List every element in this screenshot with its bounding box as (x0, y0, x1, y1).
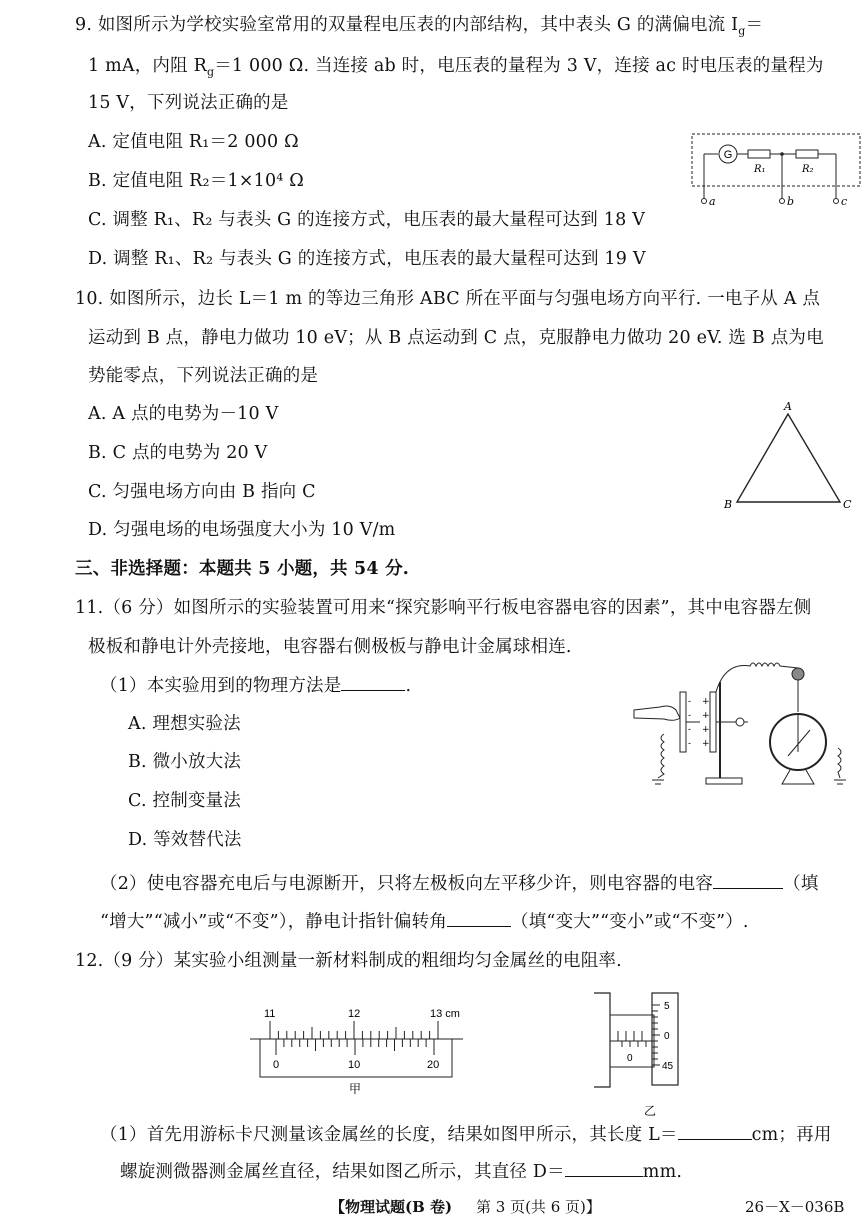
thimble-label-0: 0 (664, 1031, 670, 1042)
electrometer-ball (792, 668, 804, 680)
vernier-slider (260, 1039, 452, 1077)
svg-text:+: + (702, 725, 710, 735)
svg-text:-: - (688, 697, 692, 707)
q11-deflection-blank[interactable] (447, 910, 511, 927)
main-scale-ticks (270, 1021, 438, 1039)
resistor-r1 (748, 150, 770, 158)
svg-text:+: + (702, 697, 710, 707)
vertex-b-label: B (724, 498, 733, 511)
q11-part1-answer-blank[interactable] (341, 674, 405, 691)
r2-label: R₂ (802, 164, 814, 175)
q10-option-a[interactable]: A. A 点的电势为－10 V (88, 404, 279, 424)
q10-stem-line3: 势能零点，下列说法正确的是 (88, 366, 319, 386)
terminal-c: c (841, 195, 848, 208)
q11-option-c[interactable]: C. 控制变量法 (128, 791, 241, 811)
thimble-label-45: 45 (662, 1061, 674, 1072)
svg-text:+: + (702, 711, 710, 721)
voltmeter-circuit-figure (690, 130, 865, 210)
vernier-caliper-figure (248, 1005, 468, 1100)
q11-option-d[interactable]: D. 等效替代法 (128, 830, 242, 850)
q11-stem-line1: 11.（6 分）如图所示的实验装置可用来“探究影响平行板电容器电容的因素”，其中电容器左侧 (75, 598, 812, 618)
equilateral-triangle-figure (722, 400, 862, 510)
q9-stem-line2: 1 mA，内阻 $R_g=1$ 000 Ω. 当连接 ab 时，电压表的量程为 3 V，连接 ac 时电压表的量程为 (88, 56, 824, 79)
q12-stem: 12.（9 分）某实验小组测量一新材料制成的粗细均匀金属丝的电阻率. (75, 951, 622, 971)
q9-stem-line1: 9. 如图所示为学校实验室常用的双量程电压表的内部结构，其中表头 G 的满偏电流 $I_g=$ (75, 15, 764, 38)
vertex-c-label: C (843, 498, 852, 511)
q10-stem-line1: 10. 如图所示，边长 L＝1 m 的等边三角形 ABC 所在平面与匀强电场方向平行. 一电子从 A 点 (75, 289, 821, 309)
q12-part1-line2: 螺旋测微器测金属丝直径，结果如图乙所示，其直径 D＝ mm. (120, 1162, 683, 1182)
galvanometer-label: G (723, 149, 733, 161)
thimble-label-5: 5 (664, 1001, 670, 1012)
footer-title: 【物理试题(B 卷) (330, 1198, 453, 1216)
caliper-tick-12: 12 (348, 1008, 361, 1020)
footer-code: 26－X－036B (745, 1198, 845, 1216)
micrometer-figure (588, 985, 688, 1120)
q12-part1-line1: （1）首先用游标卡尺测量该金属丝的长度，结果如图甲所示，其长度 L＝ cm；再用 (100, 1125, 832, 1145)
coiled-wire (716, 663, 798, 692)
q9-option-c[interactable]: C. 调整 R₁、R₂ 与表头 G 的连接方式，电压表的最大量程可达到 18 V (88, 210, 646, 230)
q11-capacitance-blank[interactable] (713, 872, 783, 889)
left-plate (680, 692, 686, 752)
right-plate (710, 692, 716, 752)
q10-option-c[interactable]: C. 匀强电场方向由 B 指向 C (88, 482, 316, 502)
q9-stem-line3: 15 V，下列说法正确的是 (88, 93, 289, 113)
q9-option-a[interactable]: A. 定值电阻 R₁＝2 000 Ω (88, 132, 299, 152)
svg-text:-: - (688, 739, 692, 749)
hand-icon (634, 706, 680, 720)
section-heading: 三、非选择题：本题共 5 小题，共 54 分. (75, 559, 410, 579)
q9-option-d[interactable]: D. 调整 R₁、R₂ 与表头 G 的连接方式，电压表的最大量程可达到 19 V (88, 249, 646, 269)
q12-diameter-blank[interactable] (565, 1160, 643, 1177)
footer-page-number: 第 3 页(共 6 页)】 (476, 1198, 601, 1216)
q11-part2-line1: （2）使电容器充电后与电源断开，只将左极板向左平移少许，则电容器的电容 （填 (100, 874, 819, 894)
q12-length-blank[interactable] (678, 1123, 752, 1140)
caliper-tick-13: 13 cm (430, 1008, 460, 1020)
q11-part2-line2: “增大”“减小”或“不变”），静电计指针偏转角 （填“变大”“变小”或“不变”）. (100, 912, 749, 932)
terminal-b: b (787, 195, 795, 208)
sleeve-label-0: 0 (627, 1053, 633, 1064)
micrometer-caption: 乙 (644, 1104, 657, 1118)
svg-text:-: - (688, 711, 692, 721)
svg-text:+: + (702, 739, 710, 749)
terminal-a: a (709, 195, 716, 208)
q9-option-b[interactable]: B. 定值电阻 R₂＝1×10⁴ Ω (88, 171, 304, 191)
vernier-label-20: 20 (427, 1059, 440, 1071)
capacitor-electrometer-figure (630, 652, 855, 792)
q10-option-b[interactable]: B. C 点的电势为 20 V (88, 443, 268, 463)
q11-option-a[interactable]: A. 理想实验法 (128, 714, 241, 734)
q10-option-d[interactable]: D. 匀强电场的电场强度大小为 10 V/m (88, 520, 396, 540)
svg-text:-: - (688, 725, 692, 735)
q11-option-b[interactable]: B. 微小放大法 (128, 752, 242, 772)
r1-label: R₁ (754, 164, 766, 175)
resistor-r2 (796, 150, 818, 158)
caliper-tick-11: 11 (264, 1008, 276, 1020)
vertex-a-label: A (784, 400, 792, 413)
caliper-caption: 甲 (349, 1082, 362, 1096)
vernier-label-10: 10 (348, 1059, 361, 1071)
vernier-label-0: 0 (273, 1059, 280, 1071)
q11-stem-line2: 极板和静电计外壳接地，电容器右侧极板与静电计金属球相连. (88, 637, 572, 657)
q11-part1: （1）本实验用到的物理方法是 . (100, 676, 412, 696)
q10-stem-line2: 运动到 B 点，静电力做功 10 eV；从 B 点运动到 C 点，克服静电力做功 20 eV. 选 B 点为电 (88, 328, 824, 348)
vernier-scale-ticks (276, 1039, 434, 1055)
